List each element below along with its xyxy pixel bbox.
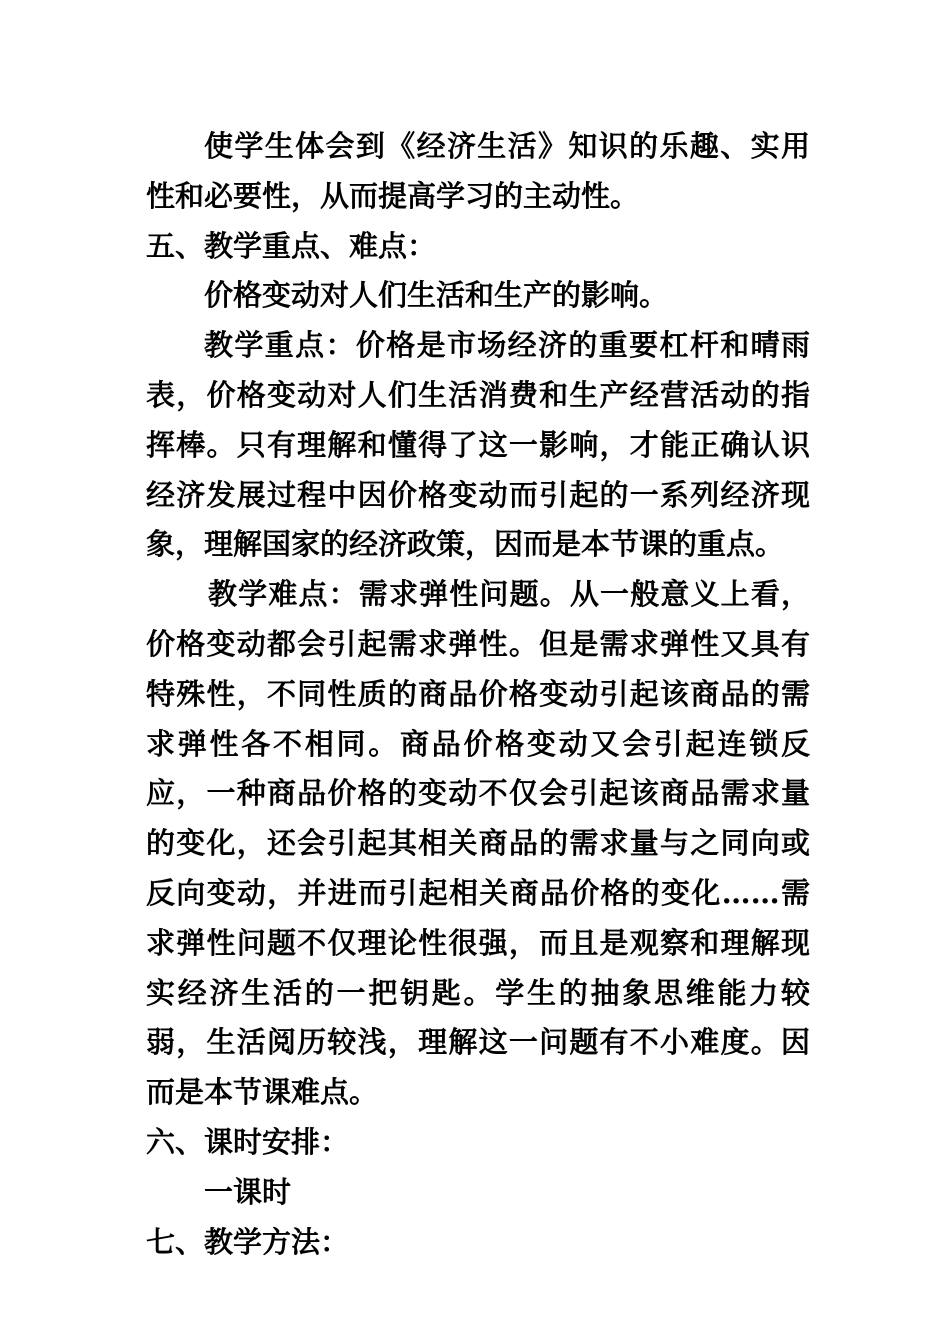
heading-class-schedule: 六、课时安排：: [146, 1124, 350, 1159]
paragraph-topic: 价格变动对人们生活和生产的影响。: [204, 278, 669, 313]
document-body: [146, 122, 810, 1267]
paragraph-difficult-point: 教学难点：需求弹性问题。从一般意义上看，价格变动都会引起需求弹性。但是需求弹性又具有特殊性，不同性质的商品价格变动引起该商品的需求弹性各不相同。商品价格变动又会引起连锁反应，一种商品价格的变动不仅会引起该商品需求量的变化，还会引起其相关商品的需求量与之同向或反向变动，并进而引起相关商品价格的变化……需求弹性问题不仅理论性很强，而且是观察和理解现实经济生活的一把钥匙。学生的抽象思维能力较弱，生活阅历较浅，理解这一问题有不小难度。因而是本节课难点。: [146, 577, 810, 1110]
paragraph-key-point: 教学重点：价格是市场经济的重要杠杆和晴雨表，价格变动对人们生活消费和生产经营活动的指挥棒。只有理解和懂得了这一影响，才能正确认识经济发展过程中因价格变动而引起的一系列经济现象，理解国家的经济政策，因而是本节课的重点。: [146, 328, 810, 562]
paragraph-objective: 使学生体会到《经济生活》知识的乐趣、实用性和必要性，从而提高学习的主动性。: [146, 129, 810, 213]
heading-teaching-method: 七、教学方法：: [146, 1224, 350, 1259]
paragraph-schedule: 一课时: [204, 1174, 292, 1209]
heading-key-difficult-points: 五、教学重点、难点：: [146, 228, 437, 263]
